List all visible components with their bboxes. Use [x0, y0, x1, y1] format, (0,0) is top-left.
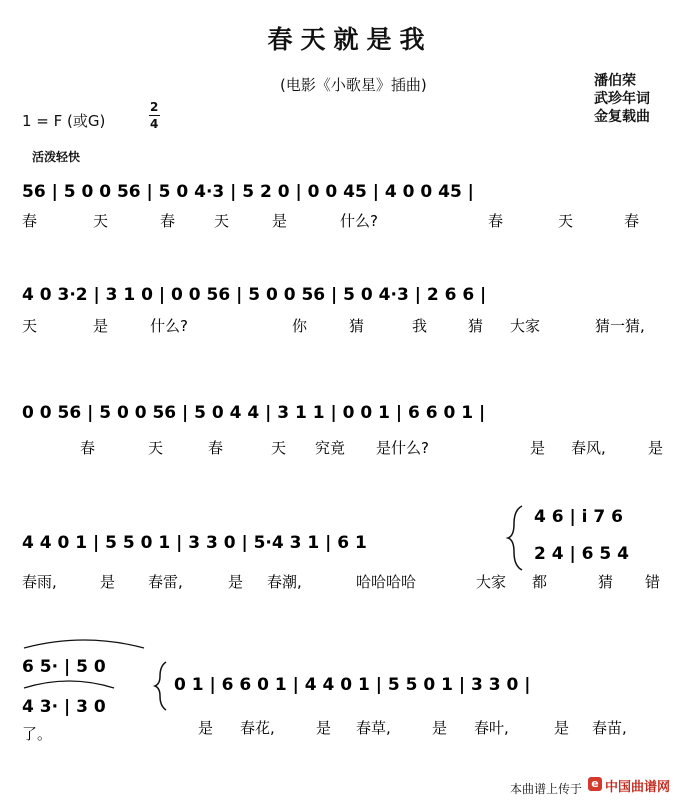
lyric-line-3-i: 是 — [648, 439, 664, 457]
lyric-line-4-b: 是 — [100, 573, 116, 591]
lyric-line-2-e: 猜 — [349, 317, 365, 335]
lyric-line-1-h: 天 — [558, 212, 574, 230]
key-signature: 1 = F (或G) — [22, 112, 106, 130]
lyric-line-1-d: 天 — [214, 212, 230, 230]
lyric-line-3-h: 春风, — [571, 439, 606, 457]
lyric-line-3-e: 究竟 — [315, 439, 346, 457]
lyric-line-5-i: 春苗, — [592, 719, 627, 737]
lyric-line-3-g: 是 — [530, 439, 546, 457]
lyric-line-1-f: 什么? — [340, 212, 378, 230]
lyric-line-3-d: 天 — [271, 439, 287, 457]
song-subtitle: (电影《小歌星》插曲) — [280, 76, 427, 94]
lyric-line-3-c: 春 — [208, 439, 224, 457]
lyric-line-5-a: 了。 — [22, 725, 53, 743]
time-signature-top: 2 — [150, 100, 159, 114]
lower-voice-line-5: 4 3· | 3 0 — [22, 697, 106, 717]
lyric-line-1-b: 天 — [93, 212, 109, 230]
lyric-line-5-g: 春叶, — [474, 719, 509, 737]
notation-line-5: 0 1 | 6 6 0 1 | 4 4 0 1 | 5 5 0 1 | 3 3 0 | — [174, 675, 531, 695]
lyric-line-5-h: 是 — [554, 719, 570, 737]
lyric-line-1-g: 春 — [488, 212, 504, 230]
tempo-marking: 活泼轻快 — [32, 150, 81, 164]
lyric-line-5-d: 是 — [316, 719, 332, 737]
lyric-line-5-e: 春草, — [356, 719, 391, 737]
upload-note: 本曲谱上传于 — [510, 782, 583, 796]
lyric-line-3-a: 春 — [80, 439, 96, 457]
notation-line-4: 4 4 0 1 | 5 5 0 1 | 3 3 0 | 5·4 3 1 | 6 1 — [22, 533, 367, 553]
lyric-line-4-e: 春潮, — [267, 573, 302, 591]
second-voice-brace — [155, 662, 166, 710]
lyric-line-4-f: 哈哈哈哈 — [356, 573, 417, 591]
notation-line-3: 0 0 56 | 5 0 0 56 | 5 0 4 4 | 3 1 1 | 0 0 1 | 6 6 0 1 | — [22, 403, 486, 423]
lyric-line-4-d: 是 — [228, 573, 244, 591]
lyric-line-1-a: 春 — [22, 212, 38, 230]
lyric-line-2-d: 你 — [292, 317, 308, 335]
notation-line-2: 4 0 3·2 | 3 1 0 | 0 0 56 | 5 0 0 56 | 5 0 4·3 | 2 6 6 | — [22, 285, 487, 305]
lyric-line-2-c: 什么? — [150, 317, 188, 335]
notation-line-1: 56 | 5 0 0 56 | 5 0 4·3 | 5 2 0 | 0 0 45 | 4 0 0 45 | — [22, 182, 474, 202]
lyric-line-3-f: 是什么? — [376, 439, 429, 457]
lyric-line-1-e: 是 — [272, 212, 288, 230]
lyric-line-4-a: 春雨, — [22, 573, 57, 591]
lyric-line-2-h: 大家 — [510, 317, 541, 335]
lyric-line-2-f: 我 — [412, 317, 428, 335]
lyric-line-4-c: 春雷, — [148, 573, 183, 591]
upper-voice-line-4: 4 6 | i 7 6 — [534, 507, 623, 527]
lyric-line-1-c: 春 — [160, 212, 176, 230]
lyric-line-1-i: 春 — [624, 212, 640, 230]
double-voice-brace — [508, 506, 522, 570]
site-logo-icon: e — [588, 777, 602, 791]
lyric-line-4-g: 大家 — [476, 573, 507, 591]
tie-arc-upper — [24, 640, 144, 648]
tie-arc-lower — [24, 681, 114, 688]
lyric-line-4-j: 错 — [645, 573, 661, 591]
composer-credit: 金复载曲 — [594, 109, 650, 125]
lyricist-credit-2: 武珍年词 — [594, 91, 650, 107]
lyric-line-4-h: 都 — [532, 573, 548, 591]
lyric-line-2-i: 猜一猜, — [595, 317, 645, 335]
song-title: 春天就是我 — [267, 25, 433, 54]
upper-voice-line-5: 6 5· | 5 0 — [22, 657, 106, 677]
lyric-line-4-i: 猜 — [598, 573, 614, 591]
lyric-line-2-g: 猜 — [468, 317, 484, 335]
lyric-line-5-c: 春花, — [240, 719, 275, 737]
lyric-line-3-b: 天 — [148, 439, 164, 457]
lyricist-credit: 潘伯荣 — [594, 73, 636, 89]
lower-voice-line-4: 2 4 | 6 5 4 — [534, 544, 629, 564]
lyric-line-5-b: 是 — [198, 719, 214, 737]
lyric-line-5-f: 是 — [432, 719, 448, 737]
site-name[interactable]: 中国曲谱网 — [605, 780, 671, 795]
lyric-line-2-b: 是 — [93, 317, 109, 335]
time-signature-bottom: 4 — [150, 117, 159, 131]
lyric-line-2-a: 天 — [22, 317, 38, 335]
